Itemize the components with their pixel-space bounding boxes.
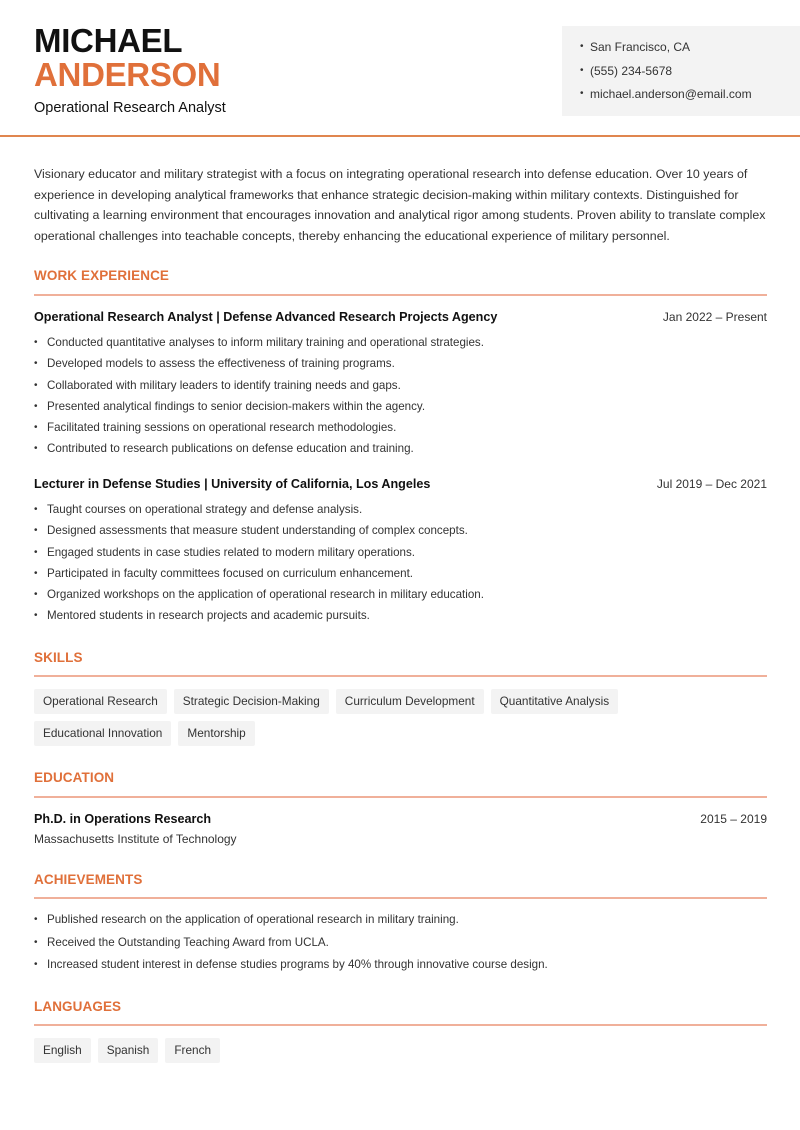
bullet-icon: •: [34, 443, 38, 455]
resume-header: [0, 0, 800, 137]
list-item: • Presented analytical findings to senior decision-makers within the agency.: [34, 400, 767, 421]
job-dates: Jul 2019 – Dec 2021: [656, 477, 767, 491]
list-item: • Engaged students in case studies related to modern military operations.: [34, 546, 767, 567]
school-name: Massachusetts Institute of Technology: [34, 832, 237, 846]
job-title: Lecturer in Defense Studies | University of California, Los Angeles: [34, 477, 431, 491]
bullet-icon: •: [34, 914, 38, 925]
list-item: • Facilitated training sessions on operational research methodologies.: [34, 421, 767, 442]
bullet-icon: •: [34, 589, 38, 601]
skill-chip: Curriculum Development: [336, 689, 484, 714]
bullet-icon: •: [34, 610, 38, 622]
list-item: • Conducted quantitative analyses to inform military training and operational strategies.: [34, 336, 767, 357]
list-item: • Increased student interest in defense studies programs by 40% through innovative course design.: [34, 958, 767, 981]
bullet-icon: •: [580, 64, 584, 76]
bullet-icon: •: [34, 567, 38, 579]
section-divider: [34, 796, 767, 798]
bullet-icon: •: [34, 400, 38, 412]
language-chip: Spanish: [98, 1038, 159, 1063]
education-dates: 2015 – 2019: [700, 812, 767, 826]
bullet-icon: •: [34, 525, 38, 537]
section-title-achievements: ACHIEVEMENTS: [34, 872, 143, 887]
job-dates: Jan 2022 – Present: [662, 310, 767, 324]
job-title-heading: Operational Research Analyst: [34, 100, 226, 116]
job-header: [34, 477, 767, 491]
summary-paragraph: Visionary educator and military strategist with a focus on integrating operational research into defense education. Over 10 years of experience in developing analytical frameworks that enhance strategic decision-making within military contexts. Distinguished for cultivating a learning environment that encourages innovation and analytical rigor among students. Proven ability to translate complex operational challenges into teachable concepts, thereby enhancing the educational experience of military personnel.: [34, 167, 766, 243]
list-item: • Published research on the application of operational research in military training.: [34, 913, 767, 936]
section-title-education: EDUCATION: [34, 770, 115, 785]
bullet-icon: •: [34, 959, 38, 970]
bullet-icon: •: [34, 936, 38, 948]
section-divider: [34, 1024, 767, 1026]
last-name: ANDERSON: [34, 56, 221, 93]
section-divider: [34, 675, 767, 677]
list-item: • Collaborated with military leaders to identify training needs and gaps.: [34, 379, 767, 400]
list-item: • Received the Outstanding Teaching Award from UCLA.: [34, 936, 767, 959]
bullet-icon: •: [34, 358, 38, 370]
section-divider: [34, 897, 767, 899]
first-name: MICHAEL: [34, 22, 183, 59]
contact-phone: • (555) 234-5678: [580, 63, 673, 78]
list-item: • Contributed to research publications on defense education and training.: [34, 442, 767, 463]
list-item: • Developed models to assess the effectiveness of training programs.: [34, 357, 767, 378]
language-chip: English: [34, 1038, 91, 1063]
section-title-skills: SKILLS: [34, 650, 83, 665]
section-divider: [34, 294, 767, 296]
bullet-icon: •: [580, 41, 584, 52]
bullet-icon: •: [34, 546, 38, 558]
bullet-icon: •: [34, 422, 38, 434]
skill-chip: Operational Research: [34, 689, 167, 714]
languages-list: [34, 1038, 767, 1070]
contact-box: [562, 26, 800, 116]
job-title: Operational Research Analyst | Defense Advanced Research Projects Agency: [34, 310, 498, 324]
degree: Ph.D. in Operations Research: [34, 812, 212, 826]
contact-location: • San Francisco, CA: [580, 40, 691, 54]
bullet-icon: •: [34, 379, 38, 391]
skill-chip: Strategic Decision-Making: [174, 689, 329, 714]
list-item: • Participated in faculty committees focused on curriculum enhancement.: [34, 567, 767, 588]
job-header: [34, 310, 767, 324]
achievements-list: [34, 913, 767, 981]
list-item: • Mentored students in research projects and academic pursuits.: [34, 609, 767, 630]
section-title-languages: LANGUAGES: [34, 999, 122, 1014]
skill-chip: Mentorship: [178, 721, 254, 746]
skills-list: [34, 689, 767, 753]
language-chip: French: [165, 1038, 220, 1063]
bullet-icon: •: [34, 337, 38, 348]
skill-chip: Educational Innovation: [34, 721, 171, 746]
bullet-icon: •: [34, 504, 38, 515]
section-title-work: WORK EXPERIENCE: [34, 268, 170, 283]
education-header: [34, 812, 767, 826]
job-bullets: [34, 336, 767, 464]
bullet-icon: •: [580, 88, 584, 99]
contact-email[interactable]: • michael.anderson@email.com: [580, 87, 752, 101]
list-item: • Taught courses on operational strategy and defense analysis.: [34, 503, 767, 524]
list-item: • Designed assessments that measure student understanding of complex concepts.: [34, 524, 767, 545]
job-bullets: [34, 503, 767, 631]
list-item: • Organized workshops on the application of operational research in military education.: [34, 588, 767, 609]
skill-chip: Quantitative Analysis: [491, 689, 619, 714]
